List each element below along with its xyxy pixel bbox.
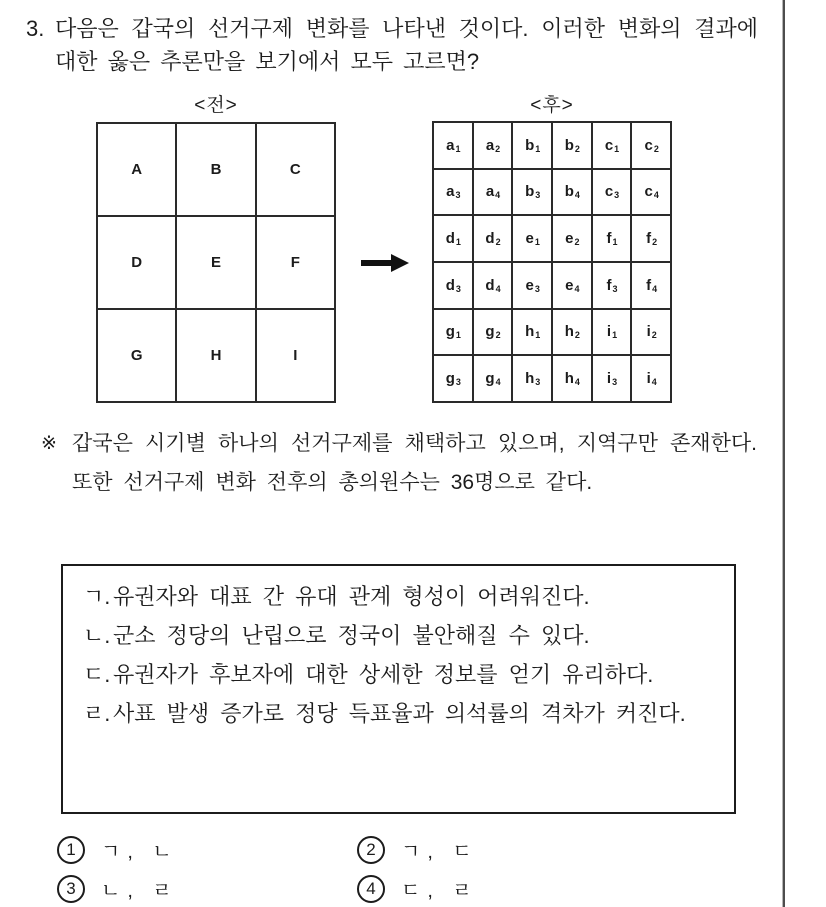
option-item-digeut xyxy=(83,655,722,694)
district-cell: G xyxy=(98,310,175,401)
option-marker: ㄹ. xyxy=(83,701,111,726)
option-item-giyeok xyxy=(83,577,722,616)
district-cell: d $_3$ xyxy=(434,263,472,308)
district-cell: d $_1$ xyxy=(434,216,472,261)
circled-number-icon: 4 xyxy=(357,875,385,903)
district-cell: h $_1$ xyxy=(513,310,551,355)
district-cell: i $_2$ xyxy=(632,310,670,355)
after-grid-label: <후> xyxy=(530,95,574,116)
option-marker: ㄴ. xyxy=(83,623,111,648)
district-cell: f $_1$ xyxy=(593,216,631,261)
circled-number-icon: 2 xyxy=(357,836,385,864)
option-text: 유권자가 후보자에 대한 상세한 정보를 얻기 유리하다. xyxy=(113,662,654,687)
option-marker: ㄷ. xyxy=(83,662,111,687)
district-cell: g $_1$ xyxy=(434,310,472,355)
district-cell: b $_2$ xyxy=(553,123,591,168)
district-cell: h $_2$ xyxy=(553,310,591,355)
district-cell: i $_1$ xyxy=(593,310,631,355)
district-cell: f $_4$ xyxy=(632,263,670,308)
answer-choice-4 xyxy=(357,874,479,903)
district-cell: F xyxy=(257,217,334,308)
district-cell: i $_3$ xyxy=(593,356,631,401)
district-cell: c $_4$ xyxy=(632,170,670,215)
district-cell: b $_4$ xyxy=(553,170,591,215)
option-text: 사표 발생 증가로 정당 득표율과 의석률의 격차가 커진다. xyxy=(113,701,686,726)
answer-label: ㄱ, ㄷ xyxy=(401,841,479,863)
district-cell: A xyxy=(98,124,175,215)
district-cell: I xyxy=(257,310,334,401)
district-cell: b $_1$ xyxy=(513,123,551,168)
before-district-grid xyxy=(96,122,336,403)
reference-mark-icon: ※ xyxy=(41,433,57,454)
district-cell: e $_1$ xyxy=(513,216,551,261)
district-cell: a $_4$ xyxy=(474,170,512,215)
answer-label: ㄴ, ㄹ xyxy=(101,880,179,902)
option-marker: ㄱ. xyxy=(83,584,111,609)
district-cell: d $_2$ xyxy=(474,216,512,261)
options-box xyxy=(61,564,736,814)
answer-choice-3 xyxy=(57,874,179,903)
note-block xyxy=(41,424,757,502)
district-cell: g $_2$ xyxy=(474,310,512,355)
answer-label: ㄱ, ㄴ xyxy=(101,841,179,863)
district-cell: e $_3$ xyxy=(513,263,551,308)
district-cell: a $_3$ xyxy=(434,170,472,215)
question-number: 3. xyxy=(26,16,45,41)
answer-choice-1 xyxy=(57,835,179,864)
answer-choice-2 xyxy=(357,835,479,864)
district-cell: f $_3$ xyxy=(593,263,631,308)
district-cell: i $_4$ xyxy=(632,356,670,401)
district-cell: e $_2$ xyxy=(553,216,591,261)
district-cell: g $_3$ xyxy=(434,356,472,401)
district-cell: c $_2$ xyxy=(632,123,670,168)
district-cell: E xyxy=(177,217,254,308)
district-cell: D xyxy=(98,217,175,308)
district-cell: h $_3$ xyxy=(513,356,551,401)
district-cell: C xyxy=(257,124,334,215)
option-text: 유권자와 대표 간 유대 관계 형성이 어려워진다. xyxy=(113,584,590,609)
district-cell: h $_4$ xyxy=(553,356,591,401)
option-text: 군소 정당의 난립으로 정국이 불안해질 수 있다. xyxy=(113,623,590,648)
circled-number-icon: 1 xyxy=(57,836,85,864)
question-block xyxy=(26,12,758,78)
option-item-rieul xyxy=(83,694,722,733)
note-text: 갑국은 시기별 하나의 선거구제를 채택하고 있으며, 지역구만 존재한다. 또한 선거구제 변화 전후의 총의원수는 36명으로 같다. xyxy=(72,432,757,494)
before-grid-label: <전> xyxy=(194,95,238,116)
after-district-grid xyxy=(432,121,672,403)
district-cell: c $_3$ xyxy=(593,170,631,215)
option-item-nieun xyxy=(83,616,722,655)
column-divider xyxy=(782,0,785,907)
district-cell: B xyxy=(177,124,254,215)
district-cell: a $_2$ xyxy=(474,123,512,168)
district-cell: b $_3$ xyxy=(513,170,551,215)
right-arrow-icon xyxy=(361,253,409,273)
question-text: 다음은 갑국의 선거구제 변화를 나타낸 것이다. 이러한 변화의 결과에 대한 옳은 추론만을 보기에서 모두 고르면? xyxy=(55,16,758,74)
district-cell: H xyxy=(177,310,254,401)
answer-label: ㄷ, ㄹ xyxy=(401,880,479,902)
circled-number-icon: 3 xyxy=(57,875,85,903)
district-cell: c $_1$ xyxy=(593,123,631,168)
district-cell: a $_1$ xyxy=(434,123,472,168)
district-cell: e $_4$ xyxy=(553,263,591,308)
district-cell: g $_4$ xyxy=(474,356,512,401)
district-cell: f $_2$ xyxy=(632,216,670,261)
district-cell: d $_4$ xyxy=(474,263,512,308)
